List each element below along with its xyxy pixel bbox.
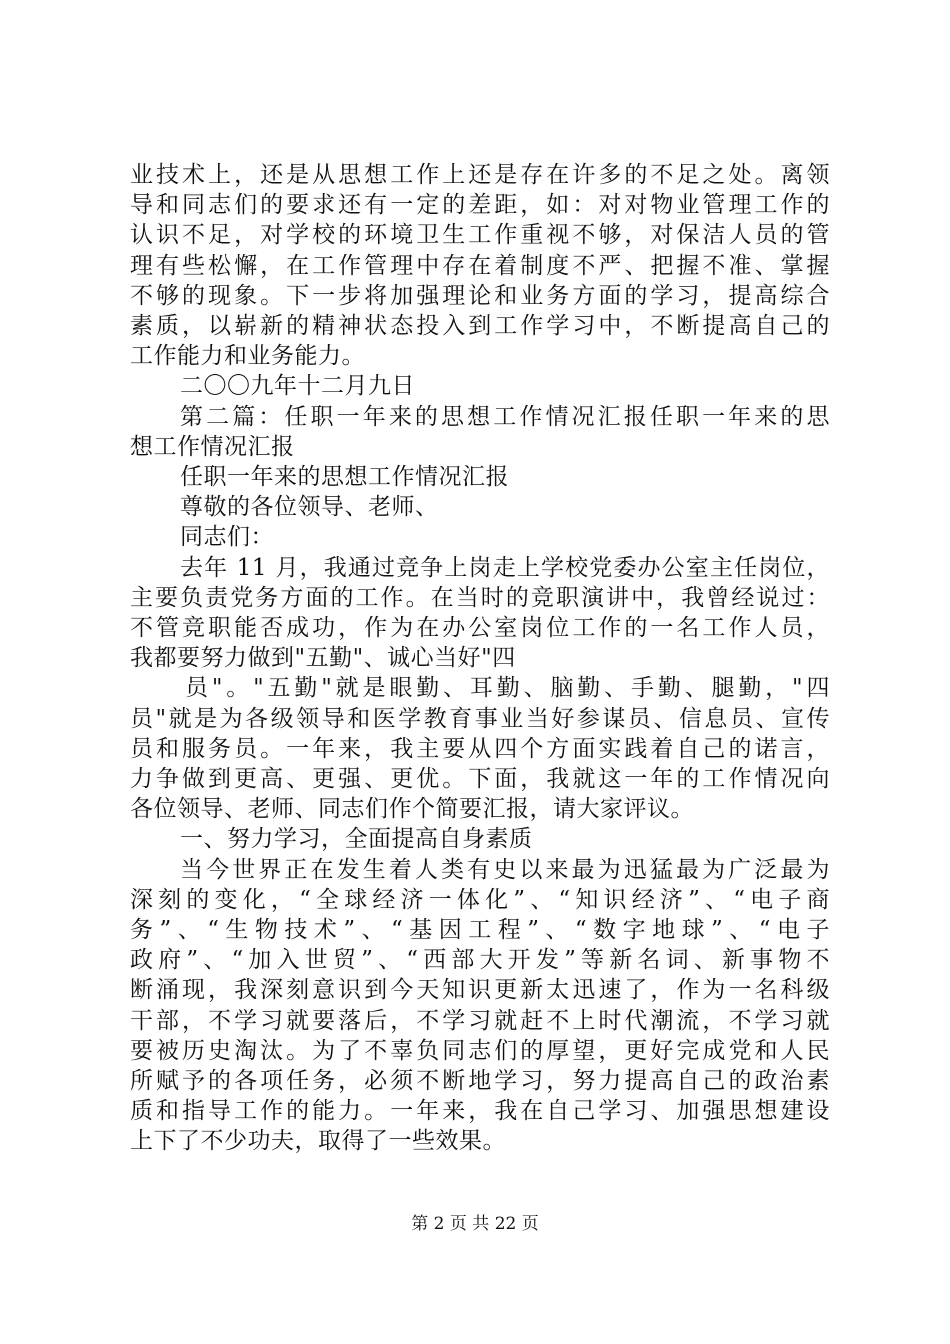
text-line: 深刻的变化，“全球经济一体化”、“知识经济”、“电子商	[130, 886, 830, 913]
date-line: 二〇〇九年十二月九日	[180, 373, 415, 400]
text-line: 员和服务员。一年来，我主要从四个方面实践着自己的诺言，	[130, 735, 830, 762]
text-line: 断涌现，我深刻意识到今天知识更新太迅速了，作为一名科级	[130, 977, 830, 1004]
text-line: 主要负责党务方面的工作。在当时的竞职演讲中，我曾经说过：	[130, 584, 830, 611]
text-line: 素质，以崭新的精神状态投入到工作学习中，不断提高自己的	[130, 313, 830, 339]
text-line: 不管竞职能否成功，作为在办公室岗位工作的一名工作人员，	[130, 615, 830, 641]
text-line: 要被历史淘汰。为了不辜负同志们的厚望，更好完成党和人民	[130, 1037, 830, 1064]
text-line: 力争做到更高、更强、更优。下面，我就这一年的工作情况向	[130, 766, 830, 792]
text-line: 务”、“生物技术”、“基因工程”、“数字地球”、“电子	[130, 917, 830, 943]
section-heading-continued: 想工作情况汇报	[130, 433, 295, 460]
text-line: 所赋予的各项任务，必须不断地学习，努力提高自己的政治素	[130, 1068, 830, 1094]
subsection-heading: 一、努力学习，全面提高自身素质	[180, 826, 533, 853]
page-footer: 第 2 页 共 22 页	[411, 1214, 539, 1234]
text-line: 理有些松懈，在工作管理中存在着制度不严、把握不准、掌握	[130, 252, 830, 279]
text-line: 工作能力和业务能力。	[130, 343, 365, 370]
text-line: 政府”、“加入世贸”、“西部大开发”等新名词、新事物不	[130, 947, 830, 974]
text-line: 认识不足，对学校的环境卫生工作重视不够，对保洁人员的管	[130, 222, 830, 249]
report-title: 任职一年来的思想工作情况汇报	[180, 464, 509, 490]
text-line: 不够的现象。下一步将加强理论和业务方面的学习，提高综合	[130, 282, 830, 309]
text-line: 导和同志们的要求还有一定的差距，如：对对物业管理工作的	[130, 192, 830, 219]
text-line: 去年 11 月，我通过竞争上岗走上学校党委办公室主任岗位，	[180, 554, 830, 581]
salutation-continued: 同志们：	[180, 524, 274, 551]
salutation: 尊敬的各位领导、老师、	[180, 494, 439, 521]
section-heading: 第二篇：任职一年来的思想工作情况汇报任职一年来的思	[180, 403, 830, 430]
text-line: 业技术上，还是从思想工作上还是存在许多的不足之处。离领	[130, 162, 830, 188]
text-line: 干部，不学习就要落后，不学习就赶不上时代潮流，不学习就	[130, 1007, 830, 1034]
text-line: 员"。"五勤"就是眼勤、耳勤、脑勤、手勤、腿勤，"四	[185, 675, 830, 702]
text-line: 上下了不少功夫，取得了一些效果。	[130, 1128, 506, 1155]
text-line: 各位领导、老师、同志们作个简要汇报，请大家评议。	[130, 796, 694, 823]
text-line: 我都要努力做到"五勤"、诚心当好"四	[130, 645, 516, 672]
text-line: 当今世界正在发生着人类有史以来最为迅猛最为广泛最为	[180, 856, 830, 883]
text-line: 质和指导工作的能力。一年来，我在自己学习、加强思想建设	[130, 1098, 830, 1125]
text-line: 员"就是为各级领导和医学教育事业当好参谋员、信息员、宣传	[130, 705, 830, 732]
